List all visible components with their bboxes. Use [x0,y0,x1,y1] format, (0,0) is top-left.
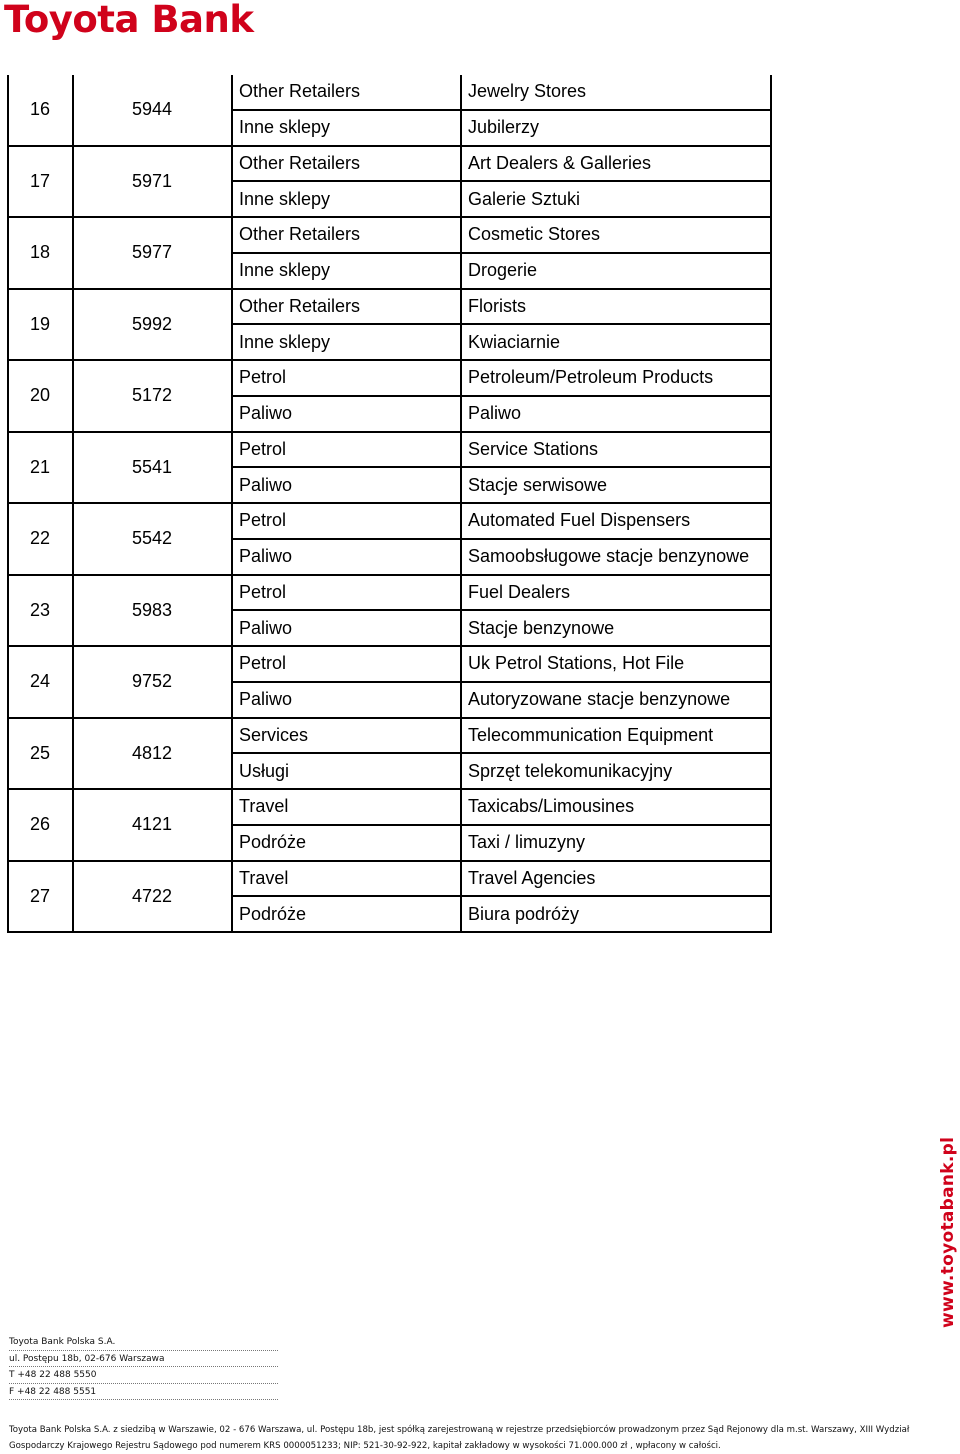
category-en: Other Retailers [232,146,461,182]
category-pl: Inne sklepy [232,181,461,217]
category-pl: Podróże [232,896,461,932]
table-row [8,289,771,325]
category-pl: Paliwo [232,467,461,503]
row-number: 26 [8,789,73,861]
table-row [8,503,771,539]
category-en: Travel [232,789,461,825]
description-pl: Sprzęt telekomunikacyjny [461,753,771,789]
toyota-bank-logo: Toyota Bank [4,0,254,41]
address-phone: T +48 22 488 5550 [9,1367,278,1384]
footer-line-2: Gospodarczy Krajowego Rejestru Sądowego pod numerem KRS 0000051233; NIP: 521-30-92-922, kapitał zakładowy w wysokości 71.000.000 zł , wpłacony w całości. [9,1441,721,1451]
mcc-code: 5971 [73,146,232,218]
description-pl: Stacje serwisowe [461,467,771,503]
category-en: Petrol [232,360,461,396]
table-row [8,789,771,825]
table-row [8,718,771,754]
mcc-code: 5541 [73,432,232,504]
website-url[interactable]: www.toyotabank.pl [938,1136,958,1328]
table-row [8,861,771,897]
address-company: Toyota Bank Polska S.A. [9,1334,278,1351]
address-street: ul. Postępu 18b, 02-676 Warszawa [9,1351,278,1368]
category-pl: Inne sklepy [232,324,461,360]
description-pl: Drogerie [461,253,771,289]
row-number: 16 [8,75,73,146]
description-pl: Samoobsługowe stacje benzynowe [461,539,771,575]
category-pl: Usługi [232,753,461,789]
description-en: Travel Agencies [461,861,771,897]
category-pl: Paliwo [232,539,461,575]
mcc-code: 4722 [73,861,232,933]
description-pl: Taxi / limuzyny [461,825,771,861]
mcc-code: 5542 [73,503,232,575]
description-pl: Biura podróży [461,896,771,932]
description-en: Art Dealers & Galleries [461,146,771,182]
description-pl: Autoryzowane stacje benzynowe [461,682,771,718]
row-number: 18 [8,217,73,289]
mcc-code: 4121 [73,789,232,861]
description-en: Taxicabs/Limousines [461,789,771,825]
category-en: Other Retailers [232,217,461,253]
description-pl: Kwiaciarnie [461,324,771,360]
category-pl: Paliwo [232,682,461,718]
category-en: Petrol [232,575,461,611]
table-row [8,646,771,682]
table-row [8,360,771,396]
category-en: Other Retailers [232,75,461,110]
description-en: Cosmetic Stores [461,217,771,253]
table-row [8,217,771,253]
description-en: Service Stations [461,432,771,468]
row-number: 25 [8,718,73,790]
description-en: Petroleum/Petroleum Products [461,360,771,396]
category-pl: Inne sklepy [232,110,461,146]
mcc-code: 5172 [73,360,232,432]
row-number: 23 [8,575,73,647]
table-row [8,432,771,468]
mcc-code: 4812 [73,718,232,790]
category-en: Petrol [232,503,461,539]
mcc-code: 5977 [73,217,232,289]
category-en: Petrol [232,432,461,468]
description-en: Uk Petrol Stations, Hot File [461,646,771,682]
category-en: Other Retailers [232,289,461,325]
description-en: Florists [461,289,771,325]
category-en: Travel [232,861,461,897]
row-number: 22 [8,503,73,575]
table-row [8,575,771,611]
address-fax: F +48 22 488 5551 [9,1384,278,1401]
description-pl: Paliwo [461,396,771,432]
row-number: 24 [8,646,73,718]
description-en: Fuel Dealers [461,575,771,611]
category-pl: Paliwo [232,396,461,432]
category-pl: Podróże [232,825,461,861]
category-en: Services [232,718,461,754]
description-pl: Stacje benzynowe [461,610,771,646]
row-number: 20 [8,360,73,432]
row-number: 17 [8,146,73,218]
mcc-code: 5992 [73,289,232,361]
category-pl: Paliwo [232,610,461,646]
row-number: 19 [8,289,73,361]
mcc-code: 5983 [73,575,232,647]
bank-address-block [9,1334,278,1400]
table-row [8,146,771,182]
legal-footer [9,1422,954,1454]
table-row [8,75,771,110]
description-en: Telecommunication Equipment [461,718,771,754]
row-number: 27 [8,861,73,933]
merchant-category-table [7,75,772,933]
description-en: Jewelry Stores [461,75,771,110]
category-pl: Inne sklepy [232,253,461,289]
mcc-code: 5944 [73,75,232,146]
footer-line-1: Toyota Bank Polska S.A. z siedzibą w Warszawie, 02 - 676 Warszawa, ul. Postępu 18b, jest spółką zarejestrowaną w rejestrze przedsiębiorców prowadzonym przez Sąd Rejonowy dla m.st. Warszawy, XIII Wydział [9,1425,910,1435]
description-en: Automated Fuel Dispensers [461,503,771,539]
description-pl: Jubilerzy [461,110,771,146]
row-number: 21 [8,432,73,504]
category-en: Petrol [232,646,461,682]
description-pl: Galerie Sztuki [461,181,771,217]
mcc-code: 9752 [73,646,232,718]
